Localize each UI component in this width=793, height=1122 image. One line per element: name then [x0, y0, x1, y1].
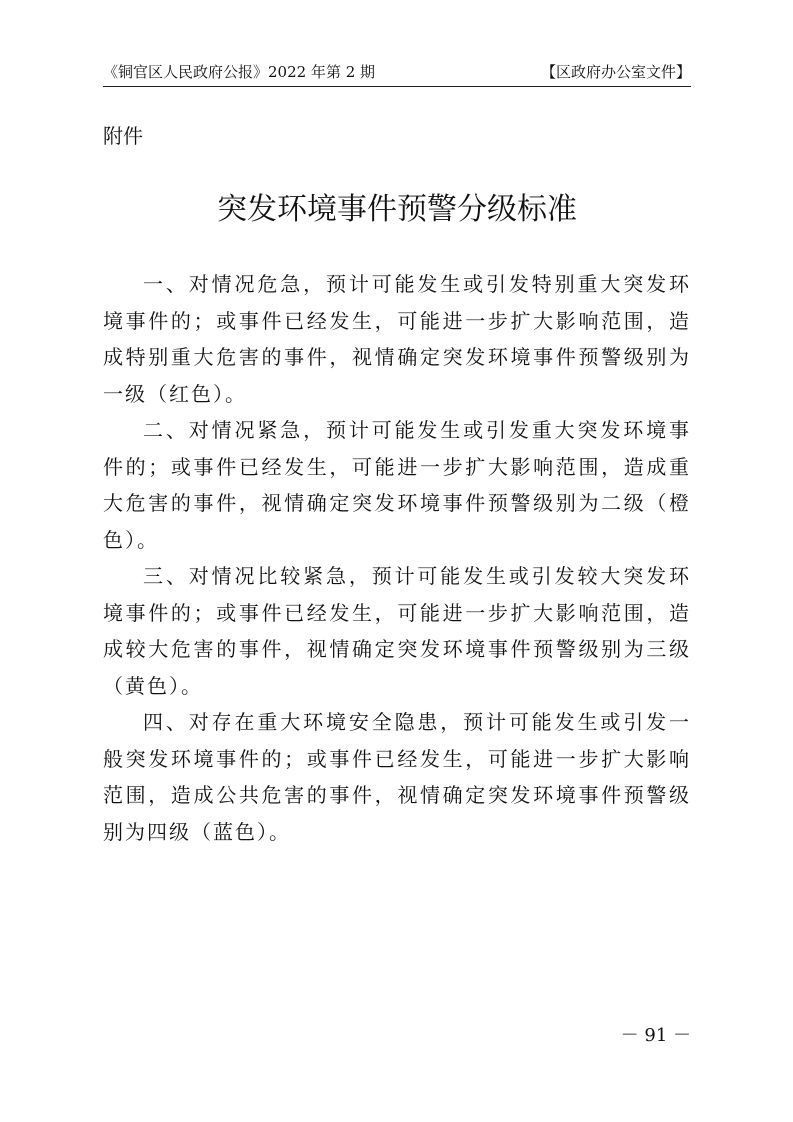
paragraph-level-one: 一、对情况危急，预计可能发生或引发特别重大突发环境事件的；或事件已经发生，可能进一步扩大影响范围，造成特别重大危害的事件，视情确定突发环境事件预警级别为一级（红色）。	[103, 272, 691, 406]
attachment-label: 附件	[103, 124, 143, 148]
page-header	[103, 62, 691, 87]
document-category: 【区政府办公室文件】	[540, 63, 691, 81]
document-title: 突发环境事件预警分级标准	[217, 192, 577, 227]
paragraph-level-four: 四、对存在重大环境安全隐患，预计可能发生或引发一般突发环境事件的；或事件已经发生，可能进一步扩大影响范围，造成公共危害的事件，视情确定突发环境事件预警级别为四级（蓝色）。	[103, 710, 691, 844]
gazette-issue-title: 《铜官区人民政府公报》2022 年第 2 期	[103, 63, 376, 81]
paragraph-level-two: 二、对情况紧急，预计可能发生或引发重大突发环境事件的；或事件已经发生，可能进一步扩大影响范围，造成重大危害的事件，视情确定突发环境事件预警级别为二级（橙色）。	[103, 418, 691, 552]
page-number: － 91 －	[620, 1025, 691, 1046]
paragraph-level-three: 三、对情况比较紧急，预计可能发生或引发较大突发环境事件的；或事件已经发生，可能进一步扩大影响范围，造成较大危害的事件，视情确定突发环境事件预警级别为三级（黄色）。	[103, 564, 691, 698]
document-body	[103, 266, 691, 850]
